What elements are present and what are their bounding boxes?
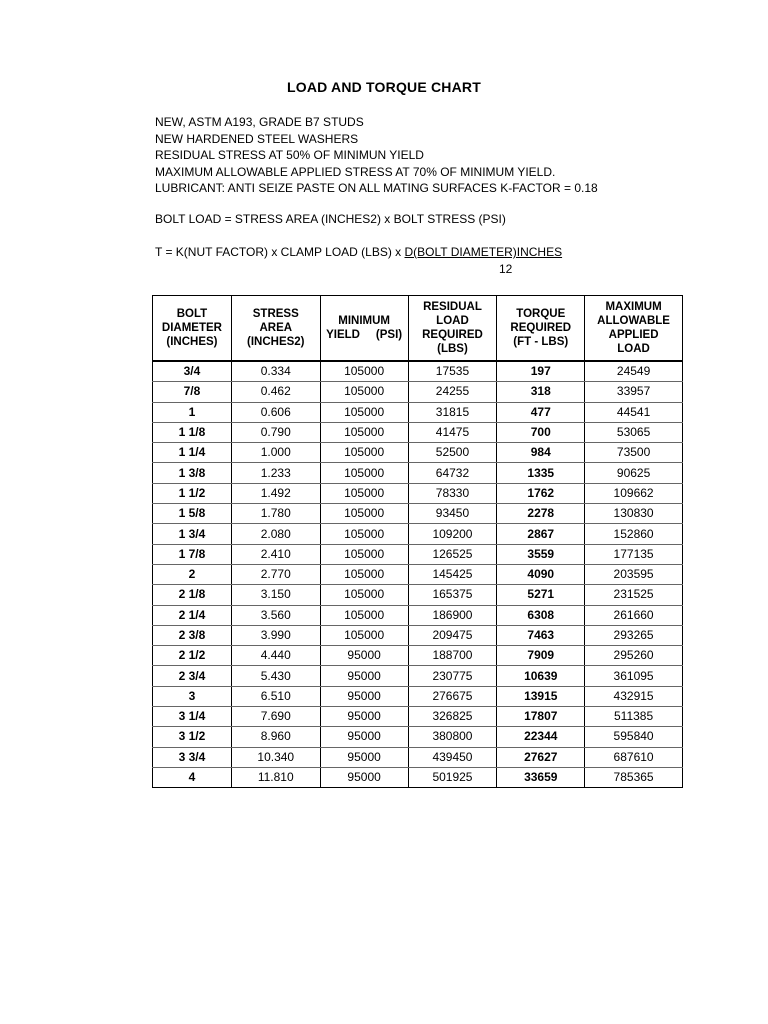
note-line: LUBRICANT: ANTI SEIZE PASTE ON ALL MATING SURFACES K-FACTOR = 0.18 bbox=[155, 181, 598, 195]
page-title: LOAD AND TORQUE CHART bbox=[287, 79, 481, 95]
header-line: (LBS) bbox=[437, 343, 468, 355]
torque-formula-numerator: D(BOLT DIAMETER)INCHES bbox=[404, 245, 563, 259]
header-line: REQUIRED bbox=[510, 322, 572, 334]
cell-stress-area: 1.780 bbox=[231, 504, 320, 524]
header-line: LOAD bbox=[436, 315, 469, 327]
table-row bbox=[153, 625, 683, 645]
cell-minimum-yield: 95000 bbox=[320, 666, 408, 686]
cell-stress-area: 2.080 bbox=[231, 524, 320, 544]
cell-residual-load: 31815 bbox=[408, 402, 497, 422]
table-row bbox=[153, 422, 683, 442]
cell-stress-area: 1.492 bbox=[231, 483, 320, 503]
cell-max-allowable-load: 595840 bbox=[585, 727, 683, 747]
header-line: YIELD (PSI) bbox=[326, 329, 403, 341]
table-row bbox=[153, 504, 683, 524]
cell-stress-area: 7.690 bbox=[231, 707, 320, 727]
cell-torque-required: 1335 bbox=[497, 463, 585, 483]
cell-minimum-yield: 95000 bbox=[320, 747, 408, 767]
header-minimum-yield bbox=[320, 296, 408, 362]
table-row bbox=[153, 585, 683, 605]
header-line: RESIDUAL bbox=[423, 301, 482, 313]
header-torque-required bbox=[497, 296, 585, 362]
cell-stress-area: 0.462 bbox=[231, 382, 320, 402]
spec-notes bbox=[155, 114, 598, 197]
cell-torque-required: 33659 bbox=[497, 767, 585, 787]
cell-torque-required: 13915 bbox=[497, 686, 585, 706]
header-line: LOAD bbox=[617, 343, 650, 355]
cell-torque-required: 2278 bbox=[497, 504, 585, 524]
cell-max-allowable-load: 44541 bbox=[585, 402, 683, 422]
cell-stress-area: 11.810 bbox=[231, 767, 320, 787]
cell-residual-load: 230775 bbox=[408, 666, 497, 686]
cell-max-allowable-load: 231525 bbox=[585, 585, 683, 605]
header-line: TORQUE bbox=[516, 308, 566, 320]
cell-bolt-diameter: 2 1/8 bbox=[153, 585, 232, 605]
cell-residual-load: 64732 bbox=[408, 463, 497, 483]
header-line: MINIMUM bbox=[338, 315, 390, 327]
cell-max-allowable-load: 203595 bbox=[585, 564, 683, 584]
header-line: BOLT bbox=[176, 308, 208, 320]
cell-stress-area: 5.430 bbox=[231, 666, 320, 686]
cell-stress-area: 0.334 bbox=[231, 361, 320, 382]
cell-bolt-diameter: 7/8 bbox=[153, 382, 232, 402]
table-row bbox=[153, 443, 683, 463]
table-body bbox=[153, 361, 683, 788]
cell-bolt-diameter: 3 1/2 bbox=[153, 727, 232, 747]
cell-residual-load: 93450 bbox=[408, 504, 497, 524]
torque-formula-prefix: T = K(NUT FACTOR) x CLAMP LOAD (LBS) x bbox=[155, 245, 405, 259]
header-line: APPLIED bbox=[608, 329, 659, 341]
cell-bolt-diameter: 2 3/4 bbox=[153, 666, 232, 686]
note-line: NEW, ASTM A193, GRADE B7 STUDS bbox=[155, 115, 364, 129]
cell-max-allowable-load: 261660 bbox=[585, 605, 683, 625]
table-row bbox=[153, 646, 683, 666]
header-residual-load bbox=[408, 296, 497, 362]
header-line: (FT - LBS) bbox=[513, 336, 569, 348]
cell-max-allowable-load: 73500 bbox=[585, 443, 683, 463]
cell-torque-required: 17807 bbox=[497, 707, 585, 727]
cell-residual-load: 326825 bbox=[408, 707, 497, 727]
cell-residual-load: 109200 bbox=[408, 524, 497, 544]
cell-bolt-diameter: 4 bbox=[153, 767, 232, 787]
header-bolt-diameter bbox=[153, 296, 232, 362]
header-line: MAXIMUM bbox=[605, 301, 662, 313]
cell-residual-load: 186900 bbox=[408, 605, 497, 625]
cell-residual-load: 209475 bbox=[408, 625, 497, 645]
header-line: STRESS bbox=[252, 308, 299, 320]
table-row bbox=[153, 605, 683, 625]
header-line: (INCHES2) bbox=[247, 336, 305, 348]
table-row bbox=[153, 463, 683, 483]
cell-torque-required: 318 bbox=[497, 382, 585, 402]
table-row bbox=[153, 544, 683, 564]
cell-stress-area: 2.410 bbox=[231, 544, 320, 564]
table-row bbox=[153, 707, 683, 727]
cell-bolt-diameter: 1 bbox=[153, 402, 232, 422]
cell-residual-load: 276675 bbox=[408, 686, 497, 706]
cell-torque-required: 197 bbox=[497, 361, 585, 382]
cell-bolt-diameter: 3 bbox=[153, 686, 232, 706]
cell-torque-required: 477 bbox=[497, 402, 585, 422]
header-line: ALLOWABLE bbox=[597, 315, 670, 327]
cell-max-allowable-load: 295260 bbox=[585, 646, 683, 666]
note-line: NEW HARDENED STEEL WASHERS bbox=[155, 131, 359, 146]
cell-residual-load: 145425 bbox=[408, 564, 497, 584]
table-row bbox=[153, 564, 683, 584]
table-row bbox=[153, 727, 683, 747]
cell-bolt-diameter: 1 1/2 bbox=[153, 483, 232, 503]
cell-minimum-yield: 95000 bbox=[320, 767, 408, 787]
cell-max-allowable-load: 152860 bbox=[585, 524, 683, 544]
note-line: MAXIMUM ALLOWABLE APPLIED STRESS AT 70% OF MINIMUM YIELD. bbox=[155, 164, 556, 179]
cell-minimum-yield: 105000 bbox=[320, 483, 408, 503]
cell-bolt-diameter: 3 1/4 bbox=[153, 707, 232, 727]
cell-stress-area: 10.340 bbox=[231, 747, 320, 767]
cell-bolt-diameter: 2 1/4 bbox=[153, 605, 232, 625]
cell-minimum-yield: 105000 bbox=[320, 524, 408, 544]
cell-max-allowable-load: 24549 bbox=[585, 361, 683, 382]
cell-torque-required: 22344 bbox=[497, 727, 585, 747]
cell-max-allowable-load: 293265 bbox=[585, 625, 683, 645]
cell-bolt-diameter: 1 3/8 bbox=[153, 463, 232, 483]
cell-minimum-yield: 105000 bbox=[320, 382, 408, 402]
header-stress-area bbox=[231, 296, 320, 362]
cell-bolt-diameter: 1 7/8 bbox=[153, 544, 232, 564]
cell-stress-area: 8.960 bbox=[231, 727, 320, 747]
cell-stress-area: 3.990 bbox=[231, 625, 320, 645]
header-line: DIAMETER bbox=[161, 322, 222, 334]
cell-stress-area: 0.606 bbox=[231, 402, 320, 422]
cell-bolt-diameter: 1 3/4 bbox=[153, 524, 232, 544]
cell-max-allowable-load: 130830 bbox=[585, 504, 683, 524]
table-row bbox=[153, 666, 683, 686]
cell-bolt-diameter: 1 1/4 bbox=[153, 443, 232, 463]
note-line: RESIDUAL STRESS AT 50% OF MINIMUN YIELD bbox=[155, 148, 424, 162]
cell-minimum-yield: 105000 bbox=[320, 504, 408, 524]
table-row bbox=[153, 686, 683, 706]
cell-stress-area: 1.000 bbox=[231, 443, 320, 463]
cell-stress-area: 4.440 bbox=[231, 646, 320, 666]
bolt-load-formula: BOLT LOAD = STRESS AREA (INCHES2) x BOLT STRESS (PSI) bbox=[155, 212, 506, 226]
cell-minimum-yield: 105000 bbox=[320, 625, 408, 645]
cell-stress-area: 2.770 bbox=[231, 564, 320, 584]
cell-torque-required: 5271 bbox=[497, 585, 585, 605]
table-row bbox=[153, 747, 683, 767]
table-row bbox=[153, 483, 683, 503]
cell-minimum-yield: 95000 bbox=[320, 727, 408, 747]
cell-bolt-diameter: 2 3/8 bbox=[153, 625, 232, 645]
cell-torque-required: 1762 bbox=[497, 483, 585, 503]
table-row bbox=[153, 767, 683, 787]
cell-max-allowable-load: 109662 bbox=[585, 483, 683, 503]
cell-residual-load: 41475 bbox=[408, 422, 497, 442]
cell-torque-required: 27627 bbox=[497, 747, 585, 767]
cell-max-allowable-load: 361095 bbox=[585, 666, 683, 686]
cell-residual-load: 52500 bbox=[408, 443, 497, 463]
cell-max-allowable-load: 687610 bbox=[585, 747, 683, 767]
cell-residual-load: 78330 bbox=[408, 483, 497, 503]
cell-torque-required: 10639 bbox=[497, 666, 585, 686]
cell-bolt-diameter: 1 1/8 bbox=[153, 422, 232, 442]
cell-residual-load: 17535 bbox=[408, 361, 497, 382]
cell-bolt-diameter: 2 bbox=[153, 564, 232, 584]
cell-torque-required: 7909 bbox=[497, 646, 585, 666]
cell-torque-required: 4090 bbox=[497, 564, 585, 584]
table-row bbox=[153, 361, 683, 382]
cell-torque-required: 2867 bbox=[497, 524, 585, 544]
cell-minimum-yield: 105000 bbox=[320, 422, 408, 442]
cell-residual-load: 501925 bbox=[408, 767, 497, 787]
cell-stress-area: 6.510 bbox=[231, 686, 320, 706]
cell-minimum-yield: 105000 bbox=[320, 463, 408, 483]
cell-max-allowable-load: 432915 bbox=[585, 686, 683, 706]
cell-max-allowable-load: 53065 bbox=[585, 422, 683, 442]
cell-minimum-yield: 105000 bbox=[320, 585, 408, 605]
cell-torque-required: 7463 bbox=[497, 625, 585, 645]
table-row bbox=[153, 524, 683, 544]
load-torque-table bbox=[152, 295, 683, 788]
cell-minimum-yield: 105000 bbox=[320, 361, 408, 382]
torque-formula-denominator: 12 bbox=[499, 262, 513, 276]
cell-minimum-yield: 95000 bbox=[320, 646, 408, 666]
cell-bolt-diameter: 3/4 bbox=[153, 361, 232, 382]
cell-max-allowable-load: 785365 bbox=[585, 767, 683, 787]
header-max-allowable-load bbox=[585, 296, 683, 362]
cell-torque-required: 6308 bbox=[497, 605, 585, 625]
cell-bolt-diameter: 1 5/8 bbox=[153, 504, 232, 524]
cell-residual-load: 439450 bbox=[408, 747, 497, 767]
cell-residual-load: 380800 bbox=[408, 727, 497, 747]
cell-bolt-diameter: 3 3/4 bbox=[153, 747, 232, 767]
cell-stress-area: 3.150 bbox=[231, 585, 320, 605]
cell-stress-area: 3.560 bbox=[231, 605, 320, 625]
table-row bbox=[153, 402, 683, 422]
cell-max-allowable-load: 177135 bbox=[585, 544, 683, 564]
cell-torque-required: 700 bbox=[497, 422, 585, 442]
cell-max-allowable-load: 511385 bbox=[585, 707, 683, 727]
cell-stress-area: 1.233 bbox=[231, 463, 320, 483]
cell-minimum-yield: 95000 bbox=[320, 686, 408, 706]
cell-residual-load: 165375 bbox=[408, 585, 497, 605]
torque-formula bbox=[155, 245, 562, 259]
cell-minimum-yield: 105000 bbox=[320, 402, 408, 422]
cell-torque-required: 3559 bbox=[497, 544, 585, 564]
cell-stress-area: 0.790 bbox=[231, 422, 320, 442]
header-line: AREA bbox=[259, 322, 293, 334]
cell-bolt-diameter: 2 1/2 bbox=[153, 646, 232, 666]
header-line: REQUIRED bbox=[422, 329, 483, 341]
cell-torque-required: 984 bbox=[497, 443, 585, 463]
cell-residual-load: 188700 bbox=[408, 646, 497, 666]
table-row bbox=[153, 382, 683, 402]
cell-minimum-yield: 105000 bbox=[320, 443, 408, 463]
cell-minimum-yield: 105000 bbox=[320, 564, 408, 584]
cell-max-allowable-load: 33957 bbox=[585, 382, 683, 402]
cell-residual-load: 24255 bbox=[408, 382, 497, 402]
cell-residual-load: 126525 bbox=[408, 544, 497, 564]
header-line: (INCHES) bbox=[166, 336, 218, 348]
cell-minimum-yield: 95000 bbox=[320, 707, 408, 727]
cell-minimum-yield: 105000 bbox=[320, 605, 408, 625]
cell-minimum-yield: 105000 bbox=[320, 544, 408, 564]
table-header-row bbox=[153, 296, 683, 362]
cell-max-allowable-load: 90625 bbox=[585, 463, 683, 483]
